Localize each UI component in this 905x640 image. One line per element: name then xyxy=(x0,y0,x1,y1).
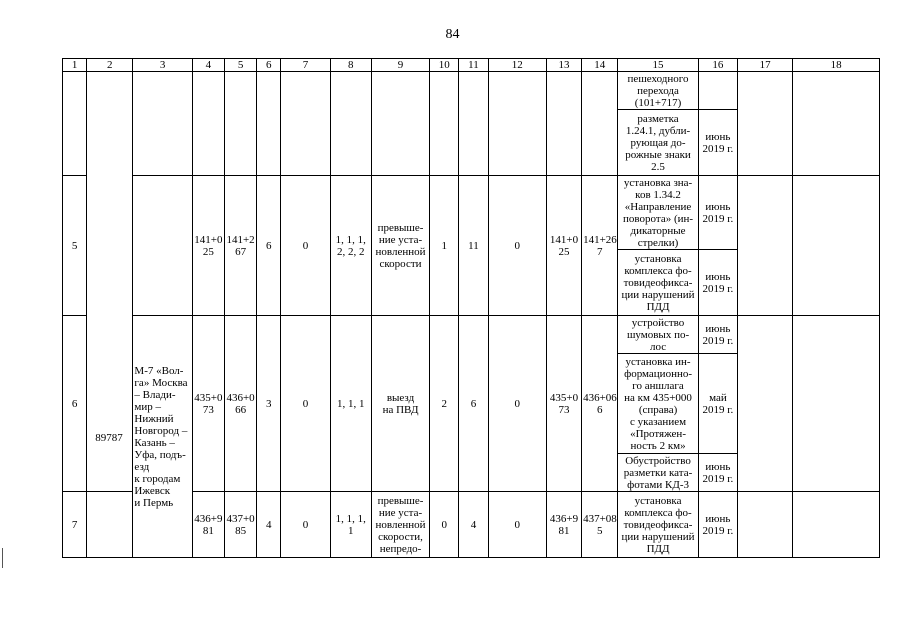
table-row: 5 141+0 25 141+2 67 6 0 1, 1, 1, 2, 2, 2 превыше- ние уста- новленной скорости 1 11 0 141+0 25 141+26 7 установка зна- ков 1.34.2 «Направление поворота» (ин- дикаторные стрелки) июнь 2019 г. xyxy=(63,176,880,250)
date-cell: июнь 2019 г. xyxy=(698,250,737,316)
header-cell: 15 xyxy=(618,59,698,72)
date-cell: июнь 2019 г. xyxy=(698,454,737,492)
page-number: 84 xyxy=(445,27,460,42)
header-cell: 7 xyxy=(281,59,330,72)
header-cell: 13 xyxy=(546,59,581,72)
table-row xyxy=(63,72,880,110)
header-cell: 4 xyxy=(192,59,224,72)
header-cell: 14 xyxy=(582,59,618,72)
row-number: 5 xyxy=(63,176,87,316)
measures-table xyxy=(62,58,880,558)
row-number: 7 xyxy=(63,492,87,558)
header-cell: 17 xyxy=(738,59,793,72)
date-cell xyxy=(698,72,737,110)
table-row: 6 М-7 «Вол- га» Москва – Влади- мир – Нижний Новгород – Казань – Уфа, подъ- езд к городам Ижевск и Пермь 435+0 73 436+0 66 3 0 1, 1, 1 выезд на ПВД 2 6 0 435+0 73 436+06 6 устройство шумовых по- лос июнь 2019 г. xyxy=(63,316,880,354)
header-cell: 18 xyxy=(793,59,880,72)
road-id: 89787 xyxy=(95,432,123,444)
header-cell: 1 xyxy=(63,59,87,72)
date-cell: июнь 2019 г. xyxy=(698,316,737,354)
header-cell: 5 xyxy=(224,59,256,72)
cell-road-name-top xyxy=(133,176,192,316)
table-header-row xyxy=(63,59,880,72)
header-cell: 12 xyxy=(488,59,546,72)
header-cell: 2 xyxy=(87,59,133,72)
measure-cell: разметка 1.24.1, дубли- рующая до- рожные знаки 2.5 xyxy=(618,110,698,176)
header-cell: 6 xyxy=(257,59,281,72)
measure-cell: Обустройство разметки ката- фотами КД-3 xyxy=(618,454,698,492)
row-number: 6 xyxy=(63,316,87,492)
table-row: 7 436+9 81 437+0 85 4 0 1, 1, 1, 1 превыше- ние уста- новленной скорости, непредо- 0 4 0 436+9 81 437+08 5 установка комплекса фо- товидеофикса- ции нарушений ПДД июнь 2019 г. xyxy=(63,492,880,558)
header-cell: 8 xyxy=(330,59,371,72)
header-cell: 10 xyxy=(430,59,459,72)
header-cell: 16 xyxy=(698,59,737,72)
measure-cell: устройство шумовых по- лос xyxy=(618,316,698,354)
header-cell: 3 xyxy=(133,59,192,72)
cell-road-name-top xyxy=(133,72,192,176)
date-cell: июнь 2019 г. xyxy=(698,492,737,558)
header-cell: 9 xyxy=(371,59,429,72)
date-cell: июнь 2019 г. xyxy=(698,110,737,176)
road-name-cell: М-7 «Вол- га» Москва – Влади- мир – Нижний Новгород – Казань – Уфа, подъ- езд к городам Ижевск и Пермь xyxy=(133,316,192,558)
cell-num xyxy=(63,72,87,176)
measure-cell: установка зна- ков 1.34.2 «Направление поворота» (ин- дикаторные стрелки) xyxy=(618,176,698,250)
measure-cell: пешеходного перехода (101+717) xyxy=(618,72,698,110)
date-cell: июнь 2019 г. xyxy=(698,176,737,250)
header-cell: 11 xyxy=(459,59,488,72)
cell-road-id-top xyxy=(87,72,133,492)
road-id-cell xyxy=(87,492,133,558)
measure-cell: установка ин- формационно- го аншлага на км 435+000 (справа) с указанием «Протяжен- ность 2 км» xyxy=(618,354,698,454)
measure-cell: установка комплекса фо- товидеофикса- ции нарушений ПДД xyxy=(618,250,698,316)
scan-edge-mark xyxy=(2,548,3,568)
date-cell: май 2019 г. xyxy=(698,354,737,454)
measure-cell: установка комплекса фо- товидеофикса- ции нарушений ПДД xyxy=(618,492,698,558)
